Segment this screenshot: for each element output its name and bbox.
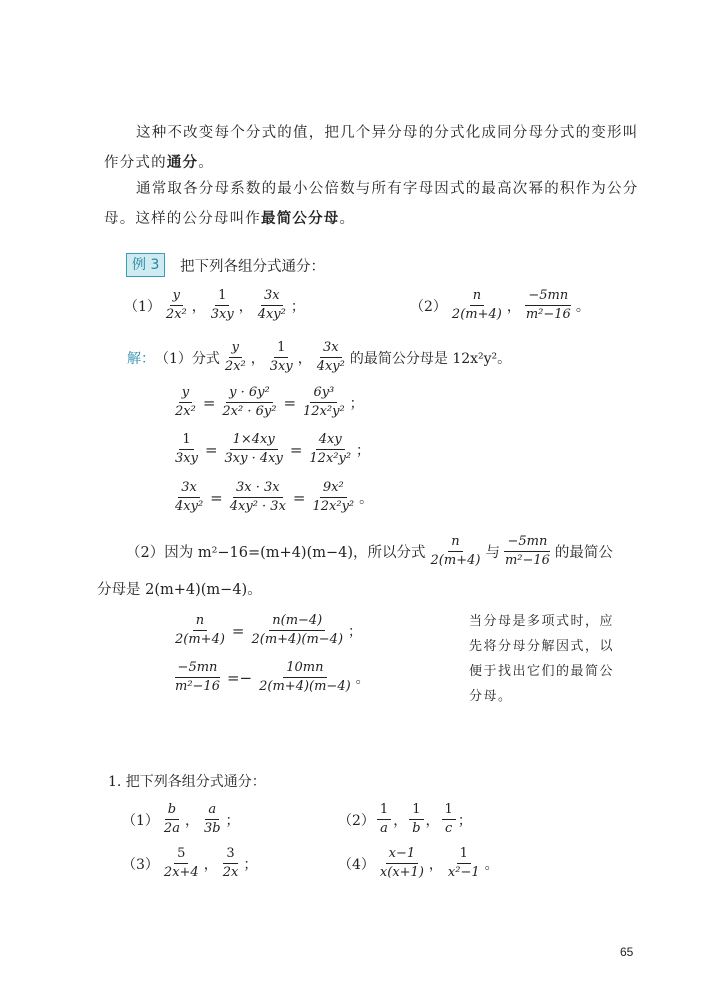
term-tongfen: 通分 — [166, 154, 199, 171]
exercise-item-3: （3） 5 2x+4 ， 3 2x ； — [122, 846, 258, 880]
solution-part1-header: 解： （1）分式 y 2x² ， 1 3xy ， 3x 4xy² 的最简公分母是 12x²y²。 — [127, 340, 512, 374]
example-q2: （2） n 2(m+4) ， −5mn m²−16 。 — [410, 288, 590, 322]
exercise-item-1: （1） b 2a ， a 3b ； — [122, 802, 240, 836]
example-title: 把下列各组分式通分： — [180, 259, 325, 275]
solution-eq-5: $\frac{-5mn}{\text{m²−16}}$ =− $\frac{10mn}{2(m+4)(m-4)}$ 。 — [175, 660, 370, 694]
side-note: 当分母是多项式时，应先将分母分解因式，以便于找出它们的最简公分母。 — [469, 614, 615, 704]
solution-eq-1: $\frac{y}{\text{2x²}}$ = $\frac{\text{y · 6y²}}{\text{2x² · 6y²}}$ = $\frac{\text{6y³}}{\text{12x²y²}}$ ； — [175, 385, 364, 419]
solution-eq-4: $\frac{n}{2(m+4)}$ = $\frac{n(m-4)}{2(m+4)(m-4)}$ ； — [175, 613, 363, 647]
term-zuijian-gongfenmu: 最简公分母 — [261, 210, 340, 227]
exercise-item-2: （2） 1 a ， 1 b ， 1 c ； — [338, 802, 472, 836]
solution-part2-line2: 分母是 2(m+4)(m−4)。 — [97, 582, 262, 598]
intro-paragraph-2: 通常取各分母系数的最小公倍数与所有字母因式的最高次幂的积作为公分母。这样的公分母叫作最简公分母。 — [104, 181, 639, 227]
intro-paragraph-1: 这种不改变每个分式的值，把几个异分母的分式化成同分母分式的变形叫作分式的通分。 — [104, 125, 639, 171]
solution-label: 解： — [127, 350, 155, 367]
page-number: 65 — [620, 945, 634, 959]
exercise-title: 1. 把下列各组分式通分： — [108, 774, 266, 790]
example-label: 例 3 — [126, 253, 165, 277]
example-q1: （1） y 2x² ， 1 3xy ， 3x 4xy² ； — [124, 288, 305, 322]
solution-eq-3: $\frac{3x}{\text{4xy²}}$ = $\frac{3x \cdot 3x}{\text{4xy² · 3x}}$ = $\frac{\text{9x²}}{\text{12x²y²}}$ 。 — [175, 480, 374, 514]
solution-part2-line1: （2）因为 m²−16=(m+4)(m−4)，所以分式 n 2(m+4) 与 −5mn m²−16 的最简公 — [126, 534, 613, 568]
solution-eq-2: $\frac{1}{3xy}$ = $\frac{1\times 4xy}{3xy \cdot 4xy}$ = $\frac{4xy}{\text{12x²y²}}$ ； — [175, 432, 371, 466]
exercise-item-4: （4） x−1 x(x+1) ， 1 x²−1 。 — [338, 846, 499, 880]
